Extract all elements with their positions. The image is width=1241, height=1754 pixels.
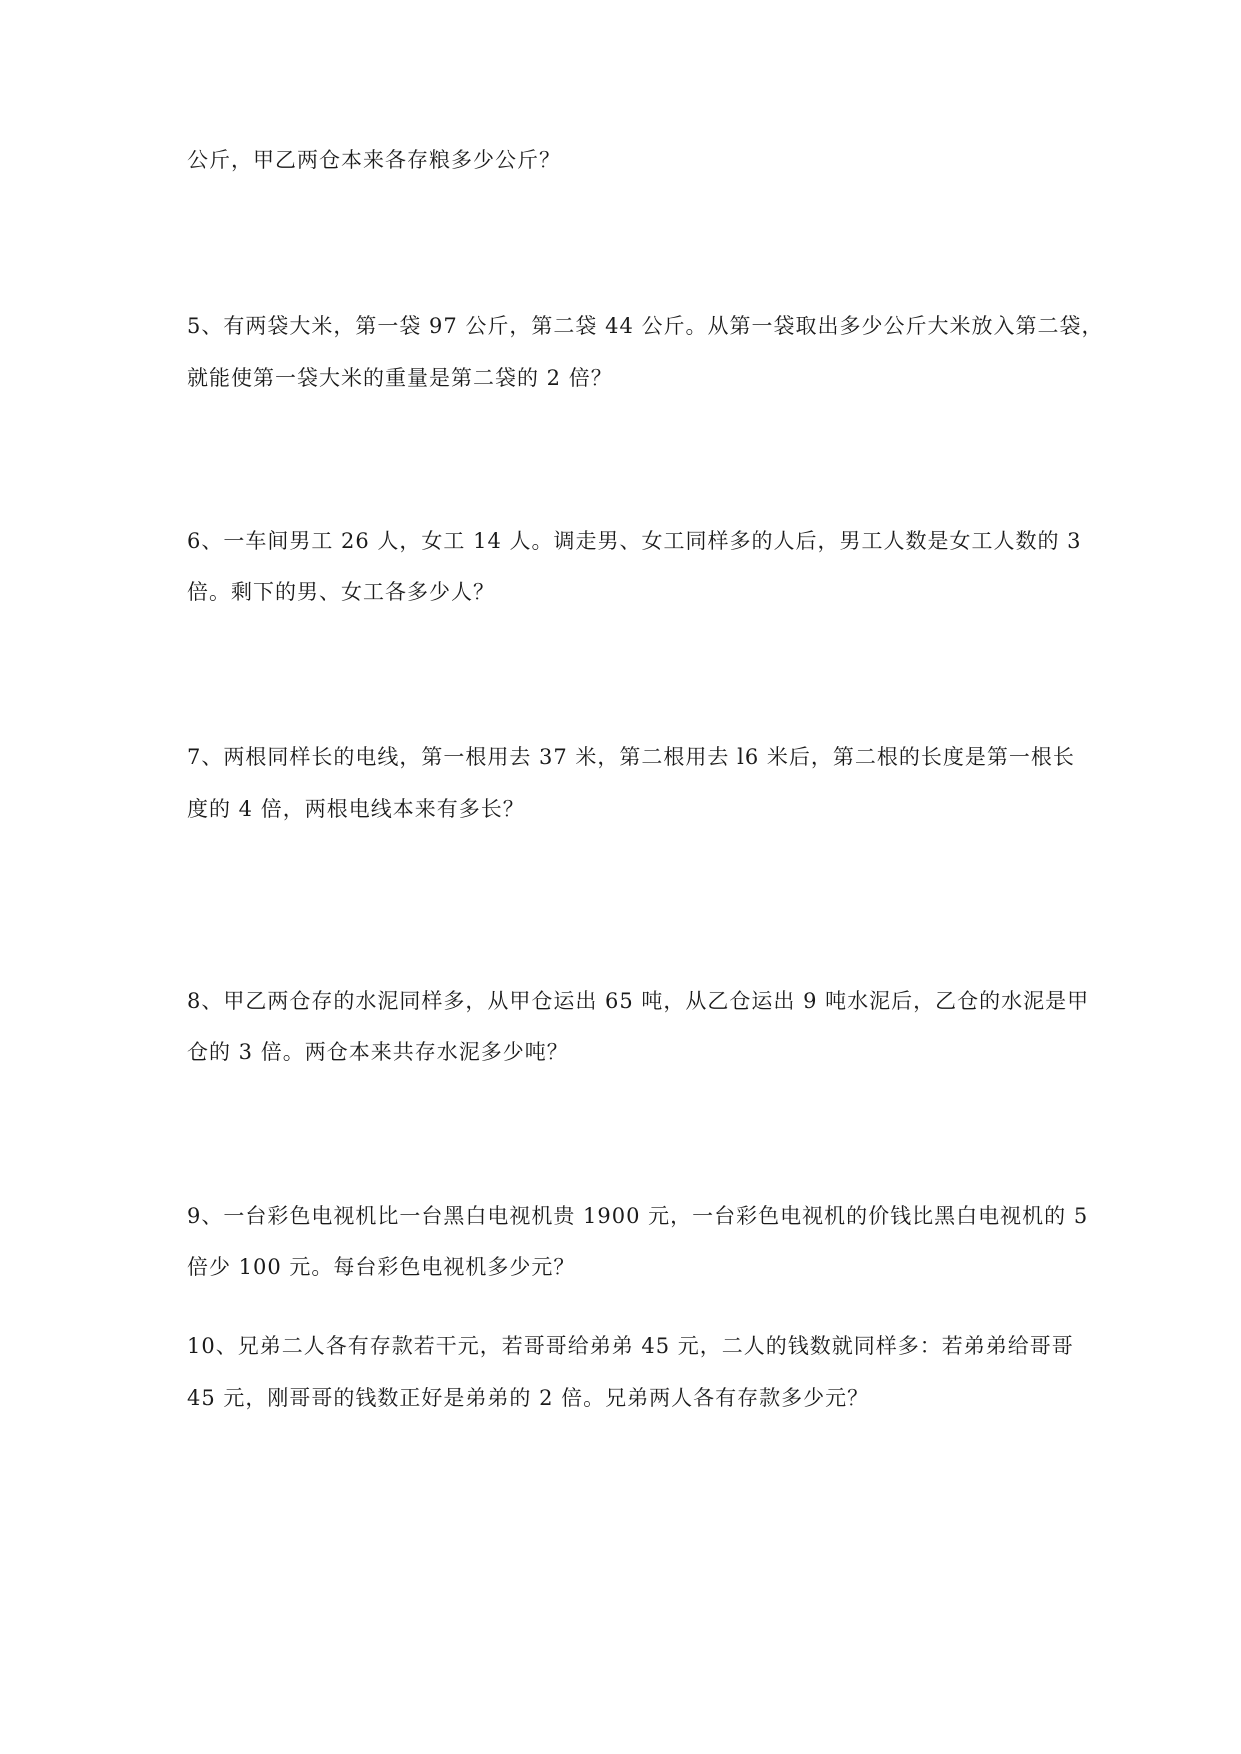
problem-7-line-1: 7、两根同样长的电线，第一根用去 37 米，第二根用去 l6 米后，第二根的长度是第一根长 <box>187 745 1075 769</box>
problem-4-continuation: 公斤，甲乙两仓本来各存粮多少公斤？ <box>187 148 561 172</box>
problem-7-line-2: 度的 4 倍，两根电线本来有多长？ <box>187 797 525 821</box>
problem-8-line-2: 仓的 3 倍。两仓本来共存水泥多少吨？ <box>187 1040 569 1064</box>
problem-9-line-2: 倍少 100 元。每台彩色电视机多少元？ <box>187 1255 576 1279</box>
problem-10-line-1: 10、兄弟二人各有存款若干元，若哥哥给弟弟 45 元，二人的钱数就同样多：若弟弟给哥哥 <box>187 1334 1074 1358</box>
problem-10-line-2: 45 元，刚哥哥的钱数正好是弟弟的 2 倍。兄弟两人各有存款多少元？ <box>187 1386 870 1410</box>
problem-9-line-1: 9、一台彩色电视机比一台黑白电视机贵 1900 元，一台彩色电视机的价钱比黑白电视机的 5 <box>187 1204 1089 1228</box>
problem-5-line-2: 就能使第一袋大米的重量是第二袋的 2 倍？ <box>187 366 613 390</box>
problem-6-line-1: 6、一车间男工 26 人，女工 14 人。调走男、女工同样多的人后，男工人数是女工人数的 3 <box>187 529 1082 553</box>
problem-5-line-1: 5、有两袋大米，第一袋 97 公斤，第二袋 44 公斤。从第一袋取出多少公斤大米放入第二袋， <box>187 314 1104 338</box>
problem-6-line-2: 倍。剩下的男、女工各多少人？ <box>187 580 495 604</box>
problem-8-line-1: 8、甲乙两仓存的水泥同样多，从甲仓运出 65 吨，从乙仓运出 9 吨水泥后，乙仓的水泥是甲 <box>187 989 1090 1013</box>
